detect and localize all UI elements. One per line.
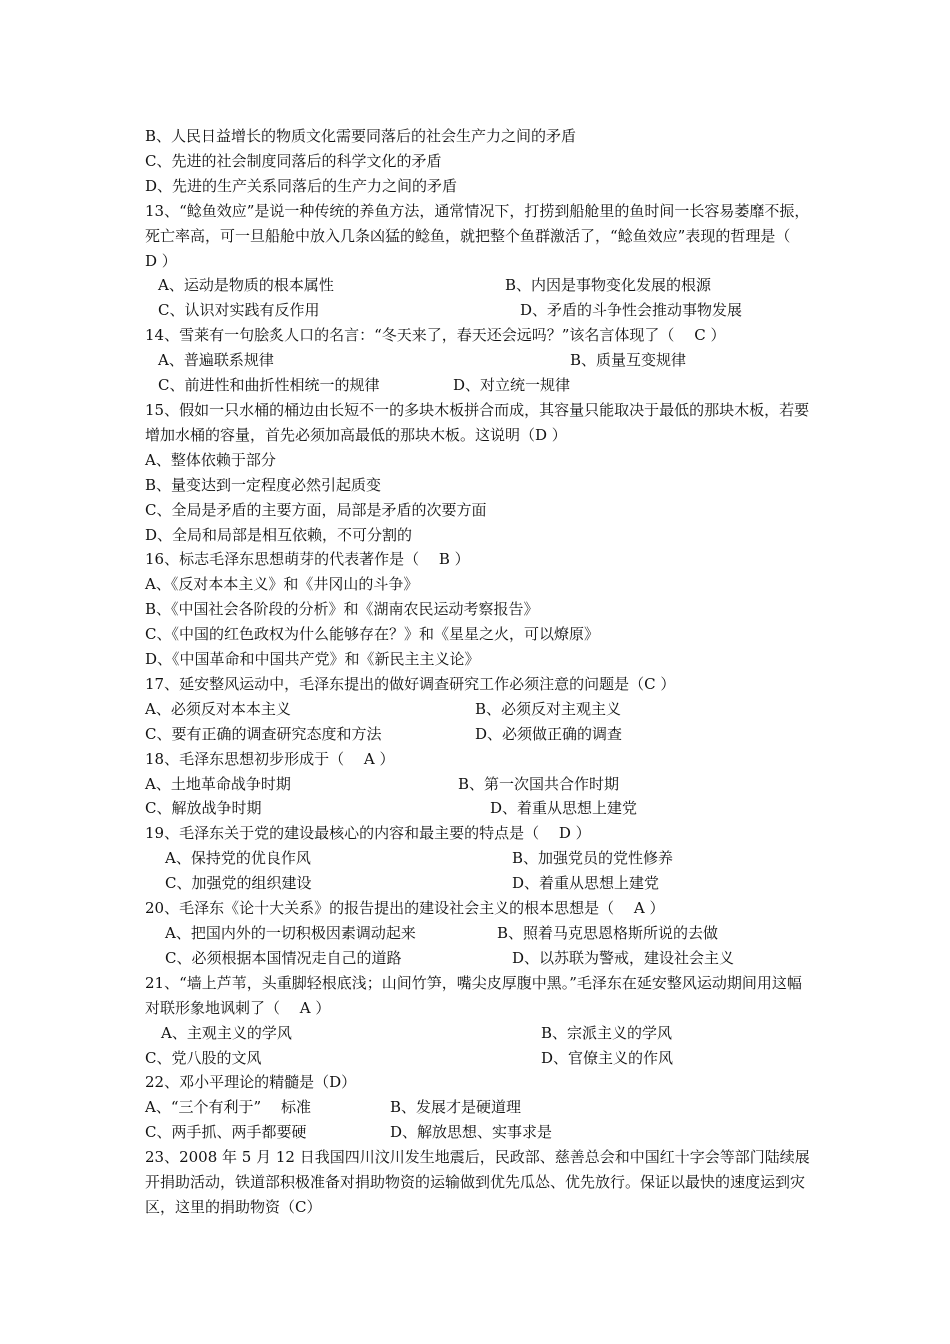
q20-option-a: A、把国内外的一切积极因素调动起来 xyxy=(165,924,416,942)
q13-option-a: A、运动是物质的根本属性 xyxy=(158,276,334,295)
q22-option-b: B、发展才是硬道理 xyxy=(390,1098,522,1117)
q19-option-d: D、着重从思想上建党 xyxy=(512,874,660,893)
q12-option-d: D、先进的生产关系同落后的生产力之间的矛盾 xyxy=(145,176,458,195)
q17-option-a: A、必须反对本本主义 xyxy=(145,699,291,718)
q14-options-row1 xyxy=(145,348,810,373)
q13-option-c: C、认识对实践有反作用 xyxy=(158,301,320,320)
q23-stem: 23、2008 年 5 月 12 日我国四川汶川发生地震后，民政部、慈善总会和中国红十字会等部门陆续展开捐助活动，铁道部积极准备对捐助物资的运输做到优先瓜怂、优先放行。保证以最快的速度运到灾区，这里的捐助物资（C） xyxy=(145,1148,810,1216)
q13-option-d: D、矛盾的斗争性会推动事物发展 xyxy=(520,301,743,320)
q16-option-a: A、《反对本本主义》和《井冈山的斗争》 xyxy=(145,575,419,594)
q21-option-a: A、主观主义的学风 xyxy=(161,1023,292,1042)
q13-options-row1 xyxy=(145,273,810,298)
q17-stem: 17、延安整风运动中，毛泽东提出的做好调查研究工作必须注意的问题是（C ） xyxy=(145,674,676,693)
q20-options-row1 xyxy=(145,921,810,946)
q17-options-row1 xyxy=(145,697,810,722)
q18-option-c: C、解放战争时期 xyxy=(145,799,262,818)
q20-option-b: B、照着马克思恩格斯所说的去做 xyxy=(497,924,719,942)
q15-option-c: C、全局是矛盾的主要方面，局部是矛盾的次要方面 xyxy=(145,500,487,519)
q14-option-d: D、对立统一规律 xyxy=(453,376,571,395)
q15-option-a: A、整体依赖于部分 xyxy=(145,450,276,469)
q17-options-row2 xyxy=(145,722,810,747)
q21-option-d: D、官僚主义的作风 xyxy=(541,1048,674,1067)
q22-option-a: A、“三个有利于” 标准 xyxy=(145,1098,311,1117)
q18-option-d: D、着重从思想上建党 xyxy=(490,799,638,818)
q15-option-b: B、量变达到一定程度必然引起质变 xyxy=(145,475,382,494)
q13-options-row2 xyxy=(145,298,810,323)
q19-option-c: C、加强党的组织建设 xyxy=(165,874,312,893)
q12-option-c: C、先进的社会制度同落后的科学文化的矛盾 xyxy=(145,151,442,170)
q20-option-c: C、必须根据本国情况走自己的道路 xyxy=(165,948,402,967)
q22-options-row2 xyxy=(145,1120,810,1145)
q20-option-d: D、以苏联为警戒，建设社会主义 xyxy=(512,948,735,967)
q18-options-row1 xyxy=(145,772,810,797)
q18-options-row2 xyxy=(145,796,810,821)
q19-options-row2 xyxy=(145,871,810,896)
q12-option-b: B、人民日益增长的物质文化需要同落后的社会生产力之间的矛盾 xyxy=(145,127,577,145)
q13-option-b: B、内因是事物变化发展的根源 xyxy=(505,276,712,295)
q21-options-row1 xyxy=(145,1021,810,1046)
q17-option-b: B、必须反对主观主义 xyxy=(475,699,622,718)
q19-stem: 19、毛泽东关于党的建设最核心的内容和最主要的特点是（ D ） xyxy=(145,824,591,843)
q20-stem: 20、毛泽东《论十大关系》的报告提出的建设社会主义的根本思想是（ A ） xyxy=(145,899,665,918)
q20-options-row2 xyxy=(145,946,810,971)
q15-stem: 15、假如一只水桶的桶边由长短不一的多块木板拼合而成，其容量只能取决于最低的那块木板，若要增加水桶的容量，首先必须加高最低的那块木板。这说明（D ） xyxy=(145,400,810,444)
q14-stem: 14、雪莱有一句脍炙人口的名言：“冬天来了，春天还会远吗？”该名言体现了（ C ） xyxy=(145,326,726,345)
q13-stem: 13、“鲶鱼效应”是说一种传统的养鱼方法，通常情况下，打捞到船舱里的鱼时间一长容易萎靡不振，死亡率高，可一旦船舱中放入几条凶猛的鲶鱼，就把整个鱼群激活了，“鲶鱼效应”表现的哲理是（ D ） xyxy=(145,201,810,270)
q22-option-d: D、解放思想、实事求是 xyxy=(390,1123,553,1142)
q14-option-a: A、普遍联系规律 xyxy=(158,351,274,370)
q21-option-b: B、宗派主义的学风 xyxy=(541,1023,673,1042)
q14-option-b: B、质量互变规律 xyxy=(570,351,687,370)
q16-option-b: B、《中国社会各阶段的分析》和《湖南农民运动考察报告》 xyxy=(145,600,539,619)
q16-stem: 16、标志毛泽东思想萌芽的代表著作是（ B ） xyxy=(145,550,470,569)
q14-option-c: C、前进性和曲折性相统一的规律 xyxy=(158,376,380,395)
q21-options-row2 xyxy=(145,1046,810,1071)
q19-option-a: A、保持党的优良作风 xyxy=(165,849,311,868)
q15-option-d: D、全局和局部是相互依赖，不可分割的 xyxy=(145,525,413,544)
q14-options-row2 xyxy=(145,373,810,398)
q19-option-b: B、加强党员的党性修养 xyxy=(512,849,674,868)
q21-stem: 21、“墙上芦苇，头重脚轻根底浅；山间竹笋，嘴尖皮厚腹中黑。”毛泽东在延安整风运动期间用这幅对联形象地讽刺了（ A ） xyxy=(145,973,802,1017)
q18-option-b: B、第一次国共合作时期 xyxy=(458,774,620,793)
q18-option-a: A、土地革命战争时期 xyxy=(145,774,291,793)
q22-options-row1 xyxy=(145,1095,810,1120)
q21-option-c: C、党八股的文风 xyxy=(145,1048,262,1067)
document-page xyxy=(145,124,810,1220)
q22-stem: 22、邓小平理论的精髓是（D） xyxy=(145,1073,357,1092)
q17-option-c: C、要有正确的调查研究态度和方法 xyxy=(145,724,382,743)
q19-options-row1 xyxy=(145,846,810,871)
q16-option-d: D、《中国革命和中国共产党》和《新民主主义论》 xyxy=(145,650,480,669)
q17-option-d: D、必须做正确的调查 xyxy=(475,724,623,743)
q16-option-c: C、《中国的红色政权为什么能够存在？》和《星星之火，可以燎原》 xyxy=(145,625,599,644)
q22-option-c: C、两手抓、两手都要硬 xyxy=(145,1123,307,1142)
q18-stem: 18、毛泽东思想初步形成于（ A ） xyxy=(145,749,395,768)
